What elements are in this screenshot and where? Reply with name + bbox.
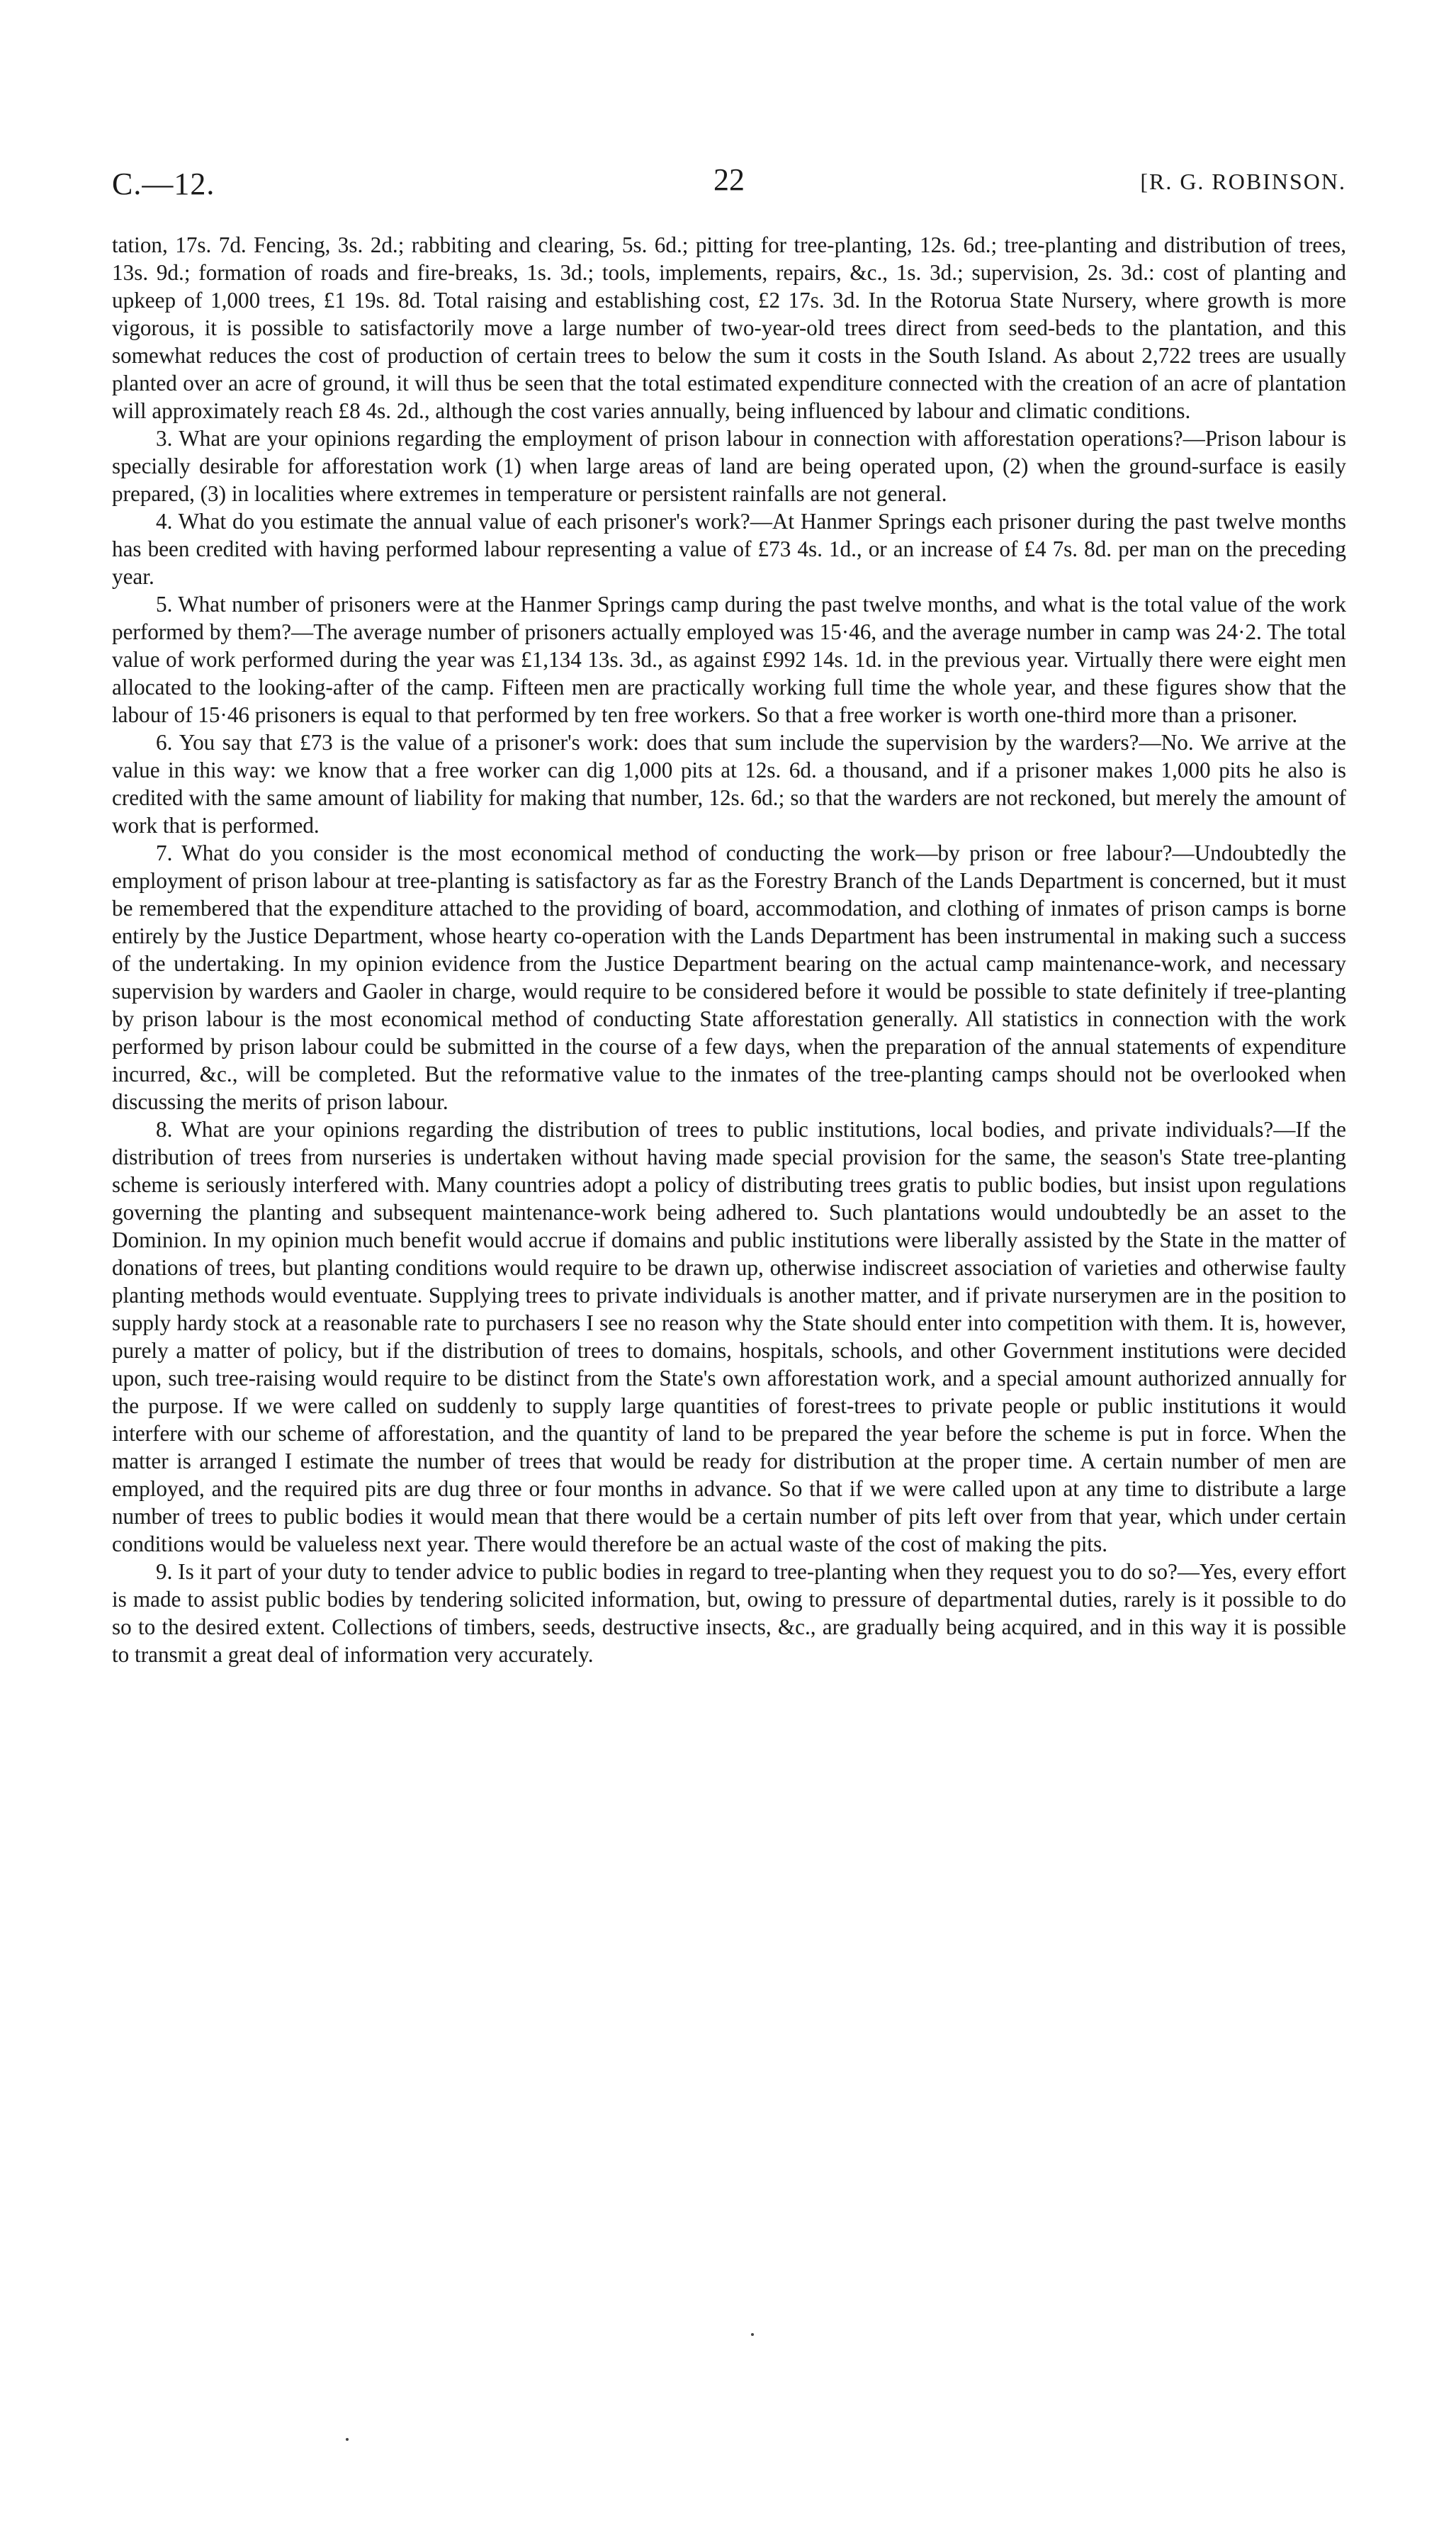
body-text xyxy=(112,231,1346,1668)
paragraph-question-7: 7. What do you consider is the most economical method of conducting the work—by prison or free labour?—Undoubtedly the employment of prison labour at tree-planting is satisfactory as far as the Forestry Branch of the Lands Department is concerned, but it must be remembered that the expenditure attached to the providing of board, accommodation, and clothing of inmates of prison camps is borne entirely by the Justice Department, whose hearty co-operation with the Lands Department has been instrumental in making such a success of the undertaking. In my opinion evidence from the Justice Department bearing on the actual camp maintenance-work, and necessary supervision by warders and Gaoler in charge, would require to be considered before it would be possible to state definitely if tree-planting by prison labour is the most economical method of conducting State afforestation generally. All statistics in connection with the work performed by prison labour could be submitted in the course of a few days, when the preparation of the annual statements of expenditure incurred, &c., will be completed. But the reformative value to the inmates of the tree-planting camps should not be overlooked when discussing the merits of prison labour. xyxy=(112,841,1346,1114)
document-page xyxy=(112,162,1346,1668)
witness-name: [R. G. ROBINSON. xyxy=(1140,169,1346,194)
paragraph-question-5: 5. What number of prisoners were at the Hanmer Springs camp during the past twelve months, and what is the total value of the work performed by them?—The average number of prisoners actually employed was 15·46, and the average number in camp was 24·2. The total value of work performed during the year was £1,134 13s. 3d., as against £992 14s. 1d. in the previous year. Virtually there were eight men allocated to the looking-after of the camp. Fifteen men are practically working full time the whole year, and these figures show that the labour of 15·46 prisoners is equal to that performed by ten free workers. So that a free worker is worth one-third more than a prisoner. xyxy=(112,592,1346,727)
running-header xyxy=(112,162,1346,204)
paragraph-question-4: 4. What do you estimate the annual value of each prisoner's work?—At Hanmer Springs each prisoner during the past twelve months has been credited with having performed labour representing a value of £73 4s. 1d., or an increase of £4 7s. 8d. per man on the preceding year. xyxy=(112,509,1346,589)
print-speck xyxy=(751,2333,754,2336)
paragraph-continuation: tation, 17s. 7d. Fencing, 3s. 2d.; rabbiting and clearing, 5s. 6d.; pitting for tree-planting, 12s. 6d.; tree-planting and distribution of trees, 13s. 9d.; formation of roads and fire-breaks, 1s. 3d.; tools, implements, repairs, &c., 1s. 3d.; supervision, 2s. 3d.: cost of planting and upkeep of 1,000 trees, £1 19s. 8d. Total raising and establishing cost, £2 17s. 3d. In the Rotorua State Nursery, where growth is more vigorous, it is possible to satisfactorily move a large number of two-year-old trees direct from seed-beds to the plantation, and this somewhat reduces the cost of production of certain trees to below the sum it costs in the South Island. As about 2,722 trees are usually planted over an acre of ground, it will thus be seen that the total estimated expenditure connected with the creation of an acre of plantation will approximately reach £8 4s. 2d., although the cost varies annually, being influenced by labour and climatic conditions. xyxy=(112,232,1346,423)
print-speck xyxy=(346,2438,349,2441)
paragraph-question-9: 9. Is it part of your duty to tender advice to public bodies in regard to tree-planting when they request you to do so?—Yes, every effort is made to assist public bodies by tendering solicited information, but, owing to pressure of departmental duties, rarely is it possible to do so to the desired extent. Collections of timbers, seeds, destructive insects, &c., are gradually being acquired, and in this way it is possible to transmit a great deal of information very accurately. xyxy=(112,1559,1346,1667)
paragraph-question-6: 6. You say that £73 is the value of a prisoner's work: does that sum include the supervision by the warders?—No. We arrive at the value in this way: we know that a free worker can dig 1,000 pits at 12s. 6d. a thousand, and if a prisoner makes 1,000 pits he also is credited with the same amount of liability for making that number, 12s. 6d.; so that the warders are not reckoned, but merely the amount of work that is performed. xyxy=(112,730,1346,838)
paragraph-question-8: 8. What are your opinions regarding the distribution of trees to public institutions, local bodies, and private individuals?—If the distribution of trees from nurseries is undertaken without having made special provision for the same, the season's State tree-planting scheme is seriously interfered with. Many countries adopt a policy of distributing trees gratis to public bodies, but insist upon regulations governing the planting and subsequent maintenance-work being adhered to. Such plantations would undoubtedly be an asset to the Dominion. In my opinion much benefit would accrue if domains and public institutions were liberally assisted by the State in the matter of donations of trees, but planting conditions would require to be drawn up, otherwise indiscreet association of varieties and otherwise faulty planting methods would eventuate. Supplying trees to private individuals is another matter, and if private nurserymen are in the position to supply hardy stock at a reasonable rate to purchasers I see no reason why the State should enter into competition with them. It is, however, purely a matter of policy, but if the distribution of trees to domains, hospitals, schools, and other Government institutions were decided upon, such tree-raising would require to be distinct from the State's own afforestation work, and a special amount authorized annually for the purpose. If we were called on suddenly to supply large quantities of forest-trees to private people or public institutions it would interfere with our scheme of afforestation, and the quantity of land to be prepared the year before the scheme is put in force. When the matter is arranged I estimate the number of trees that would be ready for distribution at the proper time. A certain number of men are employed, and the required pits are dug three or four months in advance. So that if we were called upon at any time to distribute a large number of trees to public bodies it would mean that there would be a certain number of pits left over from that year, which under certain conditions would be valueless next year. There would therefore be an actual waste of the cost of making the pits. xyxy=(112,1117,1346,1556)
report-code: C.—12. xyxy=(112,167,215,201)
paragraph-question-3: 3. What are your opinions regarding the employment of prison labour in connection with afforestation operations?—Prison labour is specially desirable for afforestation work (1) when large areas of land are being operated upon, (2) when the ground-surface is easily prepared, (3) in localities where extremes in temperature or persistent rainfalls are not general. xyxy=(112,426,1346,506)
page-number: 22 xyxy=(713,162,745,197)
